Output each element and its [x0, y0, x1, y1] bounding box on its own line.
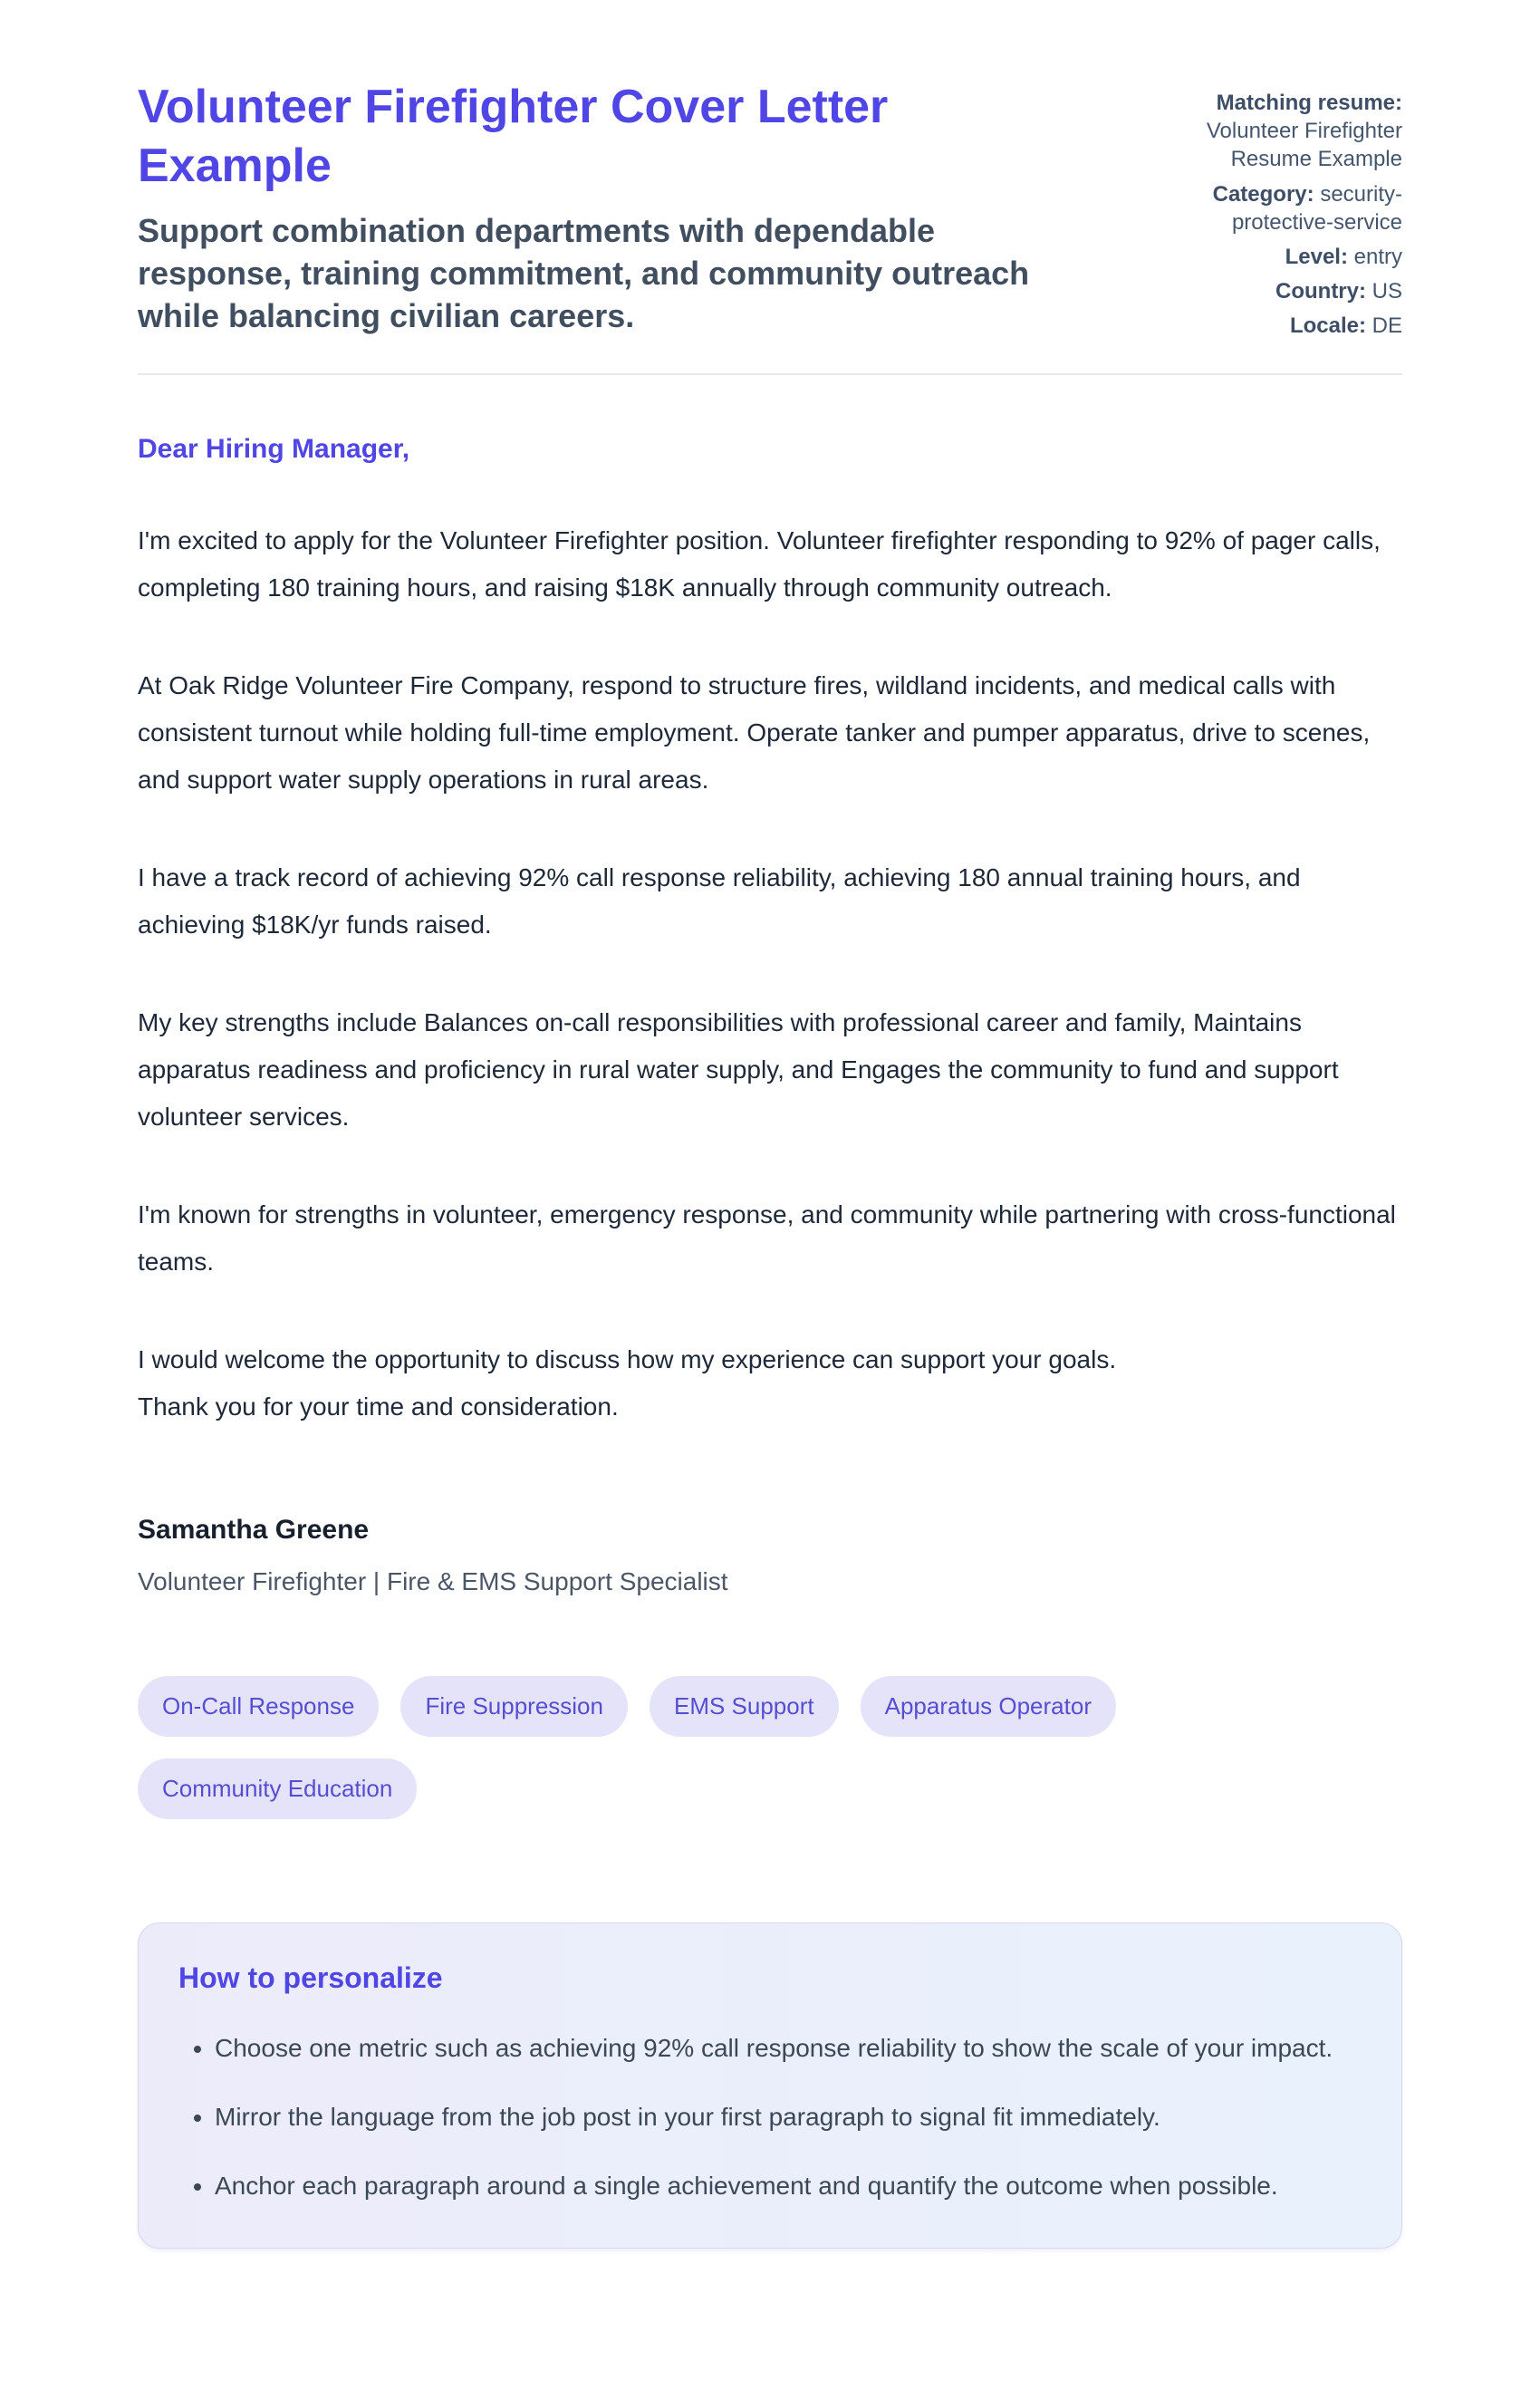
- skill-tag: EMS Support: [650, 1676, 839, 1737]
- header-title-block: [138, 78, 1089, 337]
- personalize-heading: How to personalize: [178, 1961, 443, 1994]
- personalize-box: [138, 1922, 1402, 2249]
- letter-paragraph: At Oak Ridge Volunteer Fire Company, respond to structure fires, wildland incidents, and medical calls with consistent turnout while holding full-time employment. Operate tanker and pumper apparatus, drive to scenes, and support water supply operations in rural areas.: [138, 670, 1371, 794]
- meta-label: Matching resume:: [1216, 91, 1402, 115]
- page-title: Volunteer Firefighter Cover Letter Example: [138, 81, 889, 192]
- salutation: Dear Hiring Manager,: [138, 433, 410, 464]
- letter-paragraph: I have a track record of achieving 92% call response reliability, achieving 180 annual training hours, and achieving $18K/yr funds raised.: [138, 862, 1301, 939]
- letter-paragraph: My key strengths include Balances on-call responsibilities with professional career and family, Maintains apparatus readiness and proficiency in rural water supply, and Engages the community to fund and support volunteer services.: [138, 1007, 1339, 1131]
- meta-value: entry: [1353, 244, 1402, 269]
- meta-label: Level:: [1285, 244, 1348, 269]
- meta-value: security-protective-service: [1231, 181, 1402, 235]
- skill-tag: Community Education: [138, 1758, 417, 1819]
- personalize-tip: • Mirror the language from the job post in your first paragraph to signal fit immediately.: [215, 2094, 1362, 2141]
- letter-paragraph: I'm known for strengths in volunteer, emergency response, and community while partnering with cross-functional teams.: [138, 1200, 1396, 1276]
- meta-value: US: [1372, 279, 1402, 304]
- meta-item: [1138, 180, 1402, 236]
- page-header: [138, 78, 1402, 347]
- meta-label: Locale:: [1289, 313, 1366, 339]
- skill-tags: [138, 1676, 1402, 1819]
- letter-paragraph: I'm excited to apply for the Volunteer Firefighter position. Volunteer firefighter responding to 92% of pager calls, completing 180 training hours, and raising $18K annually through community outreach.: [138, 525, 1381, 602]
- meta-item: [1138, 312, 1402, 340]
- letter-body: [138, 431, 1402, 2249]
- skill-tag: Apparatus Operator: [861, 1676, 1116, 1737]
- meta-value: Volunteer Firefighter Resume Example: [1206, 119, 1402, 172]
- meta-label: Country:: [1275, 279, 1366, 304]
- skill-tag: On-Call Response: [138, 1676, 379, 1737]
- skill-tag: Fire Suppression: [400, 1676, 628, 1737]
- header-divider: [138, 373, 1402, 375]
- signature-block: [138, 1512, 1402, 1598]
- letter-paragraphs: [138, 517, 1402, 1286]
- signature-name: Samantha Greene: [138, 1514, 370, 1545]
- closing-line: Thank you for your time and consideration.: [138, 1392, 619, 1421]
- personalize-tip: • Anchor each paragraph around a single achievement and quantify the outcome when possible.: [215, 2163, 1362, 2210]
- meta-label: Category:: [1212, 181, 1314, 207]
- meta-item: [1138, 243, 1402, 271]
- closing-paragraph: [138, 1336, 1402, 1431]
- meta-panel: [1138, 78, 1402, 347]
- signature-title: Volunteer Firefighter | Fire & EMS Support Specialist: [138, 1566, 728, 1595]
- meta-item: [1138, 277, 1402, 305]
- closing-line: I would welcome the opportunity to discuss how my experience can support your goals.: [138, 1344, 1117, 1373]
- page-subtitle: Support combination departments with dependable response, training commitment, and community outreach while balancing civilian careers.: [138, 212, 1030, 334]
- personalize-tip: • Choose one metric such as achieving 92% call response reliability to show the scale of your impact.: [215, 2025, 1362, 2072]
- meta-value: DE: [1372, 313, 1402, 339]
- personalize-list: [178, 2025, 1362, 2210]
- meta-item: [1138, 89, 1402, 174]
